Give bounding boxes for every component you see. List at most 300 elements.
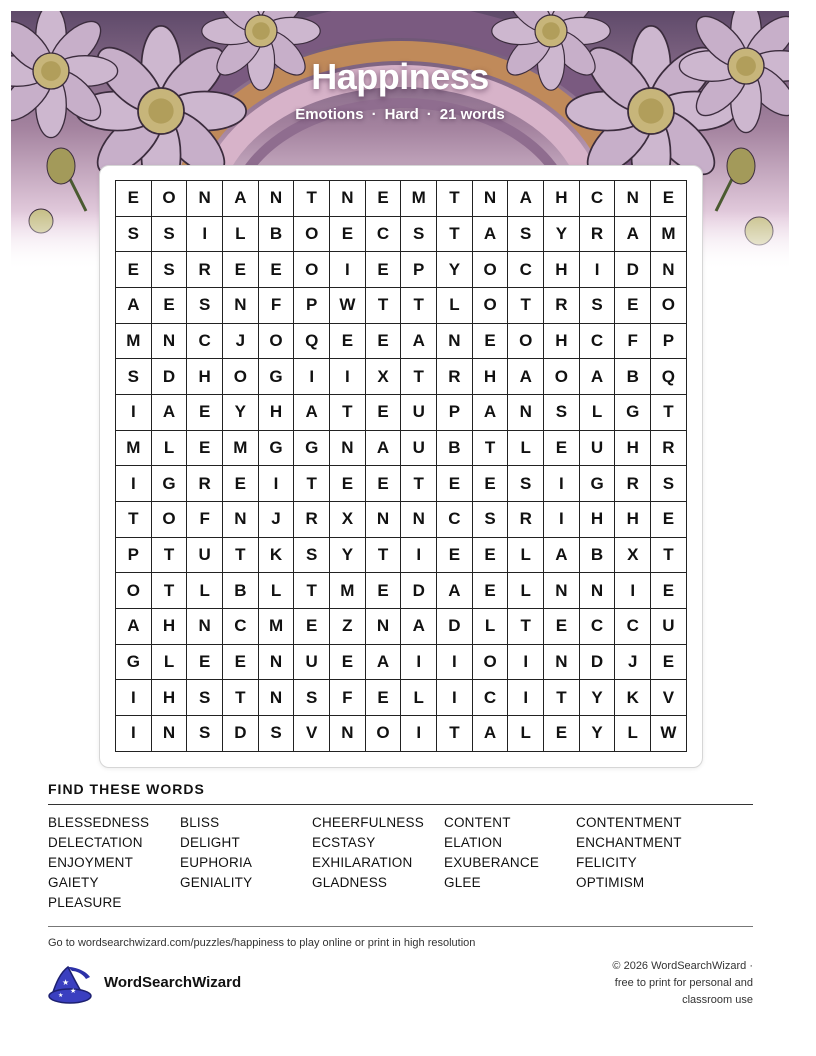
grid-cell[interactable]: I xyxy=(401,645,437,681)
grid-cell[interactable]: O xyxy=(294,217,330,253)
grid-cell[interactable]: L xyxy=(259,573,295,609)
grid-cell[interactable]: H xyxy=(580,502,616,538)
grid-cell[interactable]: E xyxy=(116,181,152,217)
grid-cell[interactable]: T xyxy=(294,573,330,609)
word-list-item: ECSTASY xyxy=(312,835,376,850)
grid-cell[interactable]: G xyxy=(259,359,295,395)
grid-cell[interactable]: I xyxy=(116,716,152,752)
grid-cell[interactable]: E xyxy=(116,252,152,288)
grid-cell[interactable]: N xyxy=(651,252,687,288)
grid-cell[interactable]: L xyxy=(508,538,544,574)
grid-cell[interactable]: E xyxy=(437,466,473,502)
grid-cell[interactable]: S xyxy=(473,502,509,538)
grid-cell[interactable]: C xyxy=(615,609,651,645)
grid-cell[interactable]: S xyxy=(187,288,223,324)
puzzle-difficulty: Hard xyxy=(384,106,419,123)
grid-cell[interactable]: S xyxy=(580,288,616,324)
grid-cell[interactable]: M xyxy=(330,573,366,609)
divider xyxy=(48,926,753,927)
word-list-item: CONTENTMENT xyxy=(576,815,682,830)
grid-cell[interactable]: T xyxy=(508,609,544,645)
grid-cell[interactable]: S xyxy=(508,466,544,502)
puzzle-category: Emotions xyxy=(295,106,364,123)
grid-cell[interactable]: E xyxy=(366,324,402,360)
grid-cell[interactable]: N xyxy=(259,181,295,217)
grid-cell[interactable]: R xyxy=(651,431,687,467)
grid-cell[interactable]: L xyxy=(508,573,544,609)
grid-cell[interactable]: U xyxy=(187,538,223,574)
grid-cell[interactable]: Q xyxy=(651,359,687,395)
grid-cell[interactable]: T xyxy=(473,431,509,467)
grid-cell[interactable]: V xyxy=(651,680,687,716)
grid-cell[interactable]: N xyxy=(580,573,616,609)
grid-cell[interactable]: E xyxy=(615,288,651,324)
grid-cell[interactable]: T xyxy=(401,466,437,502)
grid-cell[interactable]: O xyxy=(366,716,402,752)
grid-cell[interactable]: E xyxy=(473,324,509,360)
grid-cell[interactable]: I xyxy=(330,359,366,395)
grid-cell[interactable]: M xyxy=(223,431,259,467)
grid-cell[interactable]: E xyxy=(223,252,259,288)
grid-cell[interactable]: H xyxy=(152,680,188,716)
brand-name: WordSearchWizard xyxy=(104,974,242,991)
grid-cell[interactable]: E xyxy=(187,395,223,431)
grid-cell[interactable]: A xyxy=(401,609,437,645)
svg-text:★: ★ xyxy=(70,987,77,995)
grid-cell[interactable]: N xyxy=(366,502,402,538)
grid-cell[interactable]: L xyxy=(152,645,188,681)
grid-cell[interactable]: S xyxy=(259,716,295,752)
grid-cell[interactable]: H xyxy=(544,181,580,217)
grid-cell[interactable]: K xyxy=(615,680,651,716)
grid-cell[interactable]: N xyxy=(223,288,259,324)
grid-cell[interactable]: T xyxy=(294,466,330,502)
grid-cell[interactable]: I xyxy=(116,680,152,716)
grid-cell[interactable]: L xyxy=(580,395,616,431)
grid-cell[interactable]: T xyxy=(223,680,259,716)
grid-cell[interactable]: A xyxy=(366,645,402,681)
grid-cell[interactable]: S xyxy=(401,217,437,253)
grid-cell[interactable]: L xyxy=(508,716,544,752)
grid-cell[interactable]: N xyxy=(223,502,259,538)
grid-cell[interactable]: N xyxy=(615,181,651,217)
grid-cell[interactable]: A xyxy=(544,538,580,574)
grid-cell[interactable]: C xyxy=(473,680,509,716)
grid-cell[interactable]: E xyxy=(223,645,259,681)
grid-cell[interactable]: B xyxy=(615,359,651,395)
grid-cell[interactable]: H xyxy=(473,359,509,395)
grid-cell[interactable]: O xyxy=(116,573,152,609)
grid-cell[interactable]: L xyxy=(187,573,223,609)
grid-cell[interactable]: F xyxy=(259,288,295,324)
grid-cell[interactable]: L xyxy=(223,217,259,253)
grid-cell[interactable]: O xyxy=(508,324,544,360)
grid-cell[interactable]: T xyxy=(544,680,580,716)
grid-cell[interactable]: H xyxy=(615,431,651,467)
word-list-item: GAIETY xyxy=(48,875,99,890)
grid-cell[interactable]: B xyxy=(259,217,295,253)
grid-cell[interactable]: N xyxy=(401,502,437,538)
grid-cell[interactable]: E xyxy=(366,573,402,609)
grid-cell[interactable]: I xyxy=(508,645,544,681)
grid-cell[interactable]: U xyxy=(580,431,616,467)
grid-cell[interactable]: Y xyxy=(580,680,616,716)
grid-cell[interactable]: R xyxy=(437,359,473,395)
grid-cell[interactable]: T xyxy=(366,538,402,574)
grid-cell[interactable]: M xyxy=(116,431,152,467)
grid-cell[interactable]: D xyxy=(152,359,188,395)
grid-cell[interactable]: W xyxy=(330,288,366,324)
grid-cell[interactable]: C xyxy=(580,324,616,360)
grid-cell[interactable]: U xyxy=(401,431,437,467)
grid-cell[interactable]: T xyxy=(223,538,259,574)
grid-cell[interactable]: F xyxy=(330,680,366,716)
grid-cell[interactable]: D xyxy=(580,645,616,681)
grid-cell[interactable]: E xyxy=(187,645,223,681)
grid-cell[interactable]: O xyxy=(152,181,188,217)
letter-grid xyxy=(115,180,687,752)
grid-cell[interactable]: I xyxy=(187,217,223,253)
grid-cell[interactable]: H xyxy=(544,252,580,288)
grid-cell[interactable]: S xyxy=(152,217,188,253)
grid-cell[interactable]: I xyxy=(544,502,580,538)
grid-cell[interactable]: O xyxy=(651,288,687,324)
grid-cell[interactable]: C xyxy=(223,609,259,645)
grid-cell[interactable]: B xyxy=(437,431,473,467)
grid-cell[interactable]: B xyxy=(223,573,259,609)
grid-cell[interactable]: T xyxy=(437,217,473,253)
grid-cell[interactable]: C xyxy=(580,181,616,217)
footer-url-text: Go to wordsearchwizard.com/puzzles/happiness to play online or print in high resolution xyxy=(48,937,476,949)
grid-cell[interactable]: E xyxy=(437,538,473,574)
grid-cell[interactable]: T xyxy=(366,288,402,324)
grid-cell[interactable]: S xyxy=(508,217,544,253)
grid-cell[interactable]: U xyxy=(294,645,330,681)
grid-cell[interactable]: A xyxy=(116,609,152,645)
grid-cell[interactable]: N xyxy=(544,573,580,609)
grid-cell[interactable]: R xyxy=(294,502,330,538)
grid-cell[interactable]: A xyxy=(473,716,509,752)
grid-cell[interactable]: I xyxy=(615,573,651,609)
grid-cell[interactable]: I xyxy=(508,680,544,716)
grid-cell[interactable]: E xyxy=(366,395,402,431)
grid-cell[interactable]: I xyxy=(437,645,473,681)
grid-cell[interactable]: T xyxy=(401,288,437,324)
grid-cell[interactable]: P xyxy=(116,538,152,574)
grid-cell[interactable]: C xyxy=(508,252,544,288)
grid-cell[interactable]: E xyxy=(366,466,402,502)
grid-cell[interactable]: C xyxy=(187,324,223,360)
grid-cell[interactable]: J xyxy=(615,645,651,681)
grid-cell[interactable]: Y xyxy=(580,716,616,752)
meta-separator: · xyxy=(426,106,432,123)
word-list-item: CONTENT xyxy=(444,815,511,830)
copyright-line: classroom use xyxy=(682,994,753,1006)
grid-cell[interactable]: X xyxy=(615,538,651,574)
grid-cell[interactable]: W xyxy=(651,716,687,752)
grid-cell[interactable]: S xyxy=(544,395,580,431)
grid-cell[interactable]: N xyxy=(259,645,295,681)
grid-cell[interactable]: Z xyxy=(330,609,366,645)
grid-cell[interactable]: D xyxy=(223,716,259,752)
grid-cell[interactable]: O xyxy=(544,359,580,395)
grid-cell[interactable]: O xyxy=(473,252,509,288)
puzzle-meta xyxy=(0,106,800,123)
grid-cell[interactable]: T xyxy=(152,573,188,609)
grid-cell[interactable]: A xyxy=(580,359,616,395)
grid-cell[interactable]: A xyxy=(152,395,188,431)
grid-cell[interactable]: O xyxy=(152,502,188,538)
word-list-item: FELICITY xyxy=(576,855,637,870)
grid-cell[interactable]: P xyxy=(294,288,330,324)
grid-cell[interactable]: T xyxy=(437,716,473,752)
grid-cell[interactable]: J xyxy=(259,502,295,538)
word-list-item: ENCHANTMENT xyxy=(576,835,682,850)
grid-cell[interactable]: S xyxy=(294,680,330,716)
grid-cell[interactable]: M xyxy=(259,609,295,645)
grid-cell[interactable]: N xyxy=(330,181,366,217)
word-list-item: GENIALITY xyxy=(180,875,253,890)
grid-cell[interactable]: S xyxy=(152,252,188,288)
word-list-item: CHEERFULNESS xyxy=(312,815,424,830)
puzzle-header xyxy=(0,56,800,123)
grid-cell[interactable]: P xyxy=(401,252,437,288)
word-list-item: EUPHORIA xyxy=(180,855,253,870)
grid-cell[interactable]: N xyxy=(152,716,188,752)
grid-cell[interactable]: S xyxy=(294,538,330,574)
word-list-item: DELIGHT xyxy=(180,835,240,850)
grid-cell[interactable]: S xyxy=(651,466,687,502)
grid-cell[interactable]: S xyxy=(187,680,223,716)
grid-cell[interactable]: A xyxy=(473,217,509,253)
grid-cell[interactable]: E xyxy=(473,466,509,502)
grid-cell[interactable]: X xyxy=(366,359,402,395)
grid-cell[interactable]: L xyxy=(401,680,437,716)
grid-cell[interactable]: N xyxy=(366,609,402,645)
grid-cell[interactable]: E xyxy=(473,538,509,574)
svg-text:★: ★ xyxy=(58,992,64,999)
grid-cell[interactable]: D xyxy=(401,573,437,609)
grid-cell[interactable]: H xyxy=(187,359,223,395)
word-list xyxy=(48,813,768,913)
grid-cell[interactable]: A xyxy=(508,181,544,217)
grid-cell[interactable]: G xyxy=(615,395,651,431)
grid-cell[interactable]: G xyxy=(116,645,152,681)
grid-cell[interactable]: E xyxy=(651,502,687,538)
grid-cell[interactable]: I xyxy=(294,359,330,395)
grid-cell[interactable]: O xyxy=(294,252,330,288)
word-list-item: OPTIMISM xyxy=(576,875,645,890)
grid-cell[interactable]: E xyxy=(294,609,330,645)
word-list-item: DELECTATION xyxy=(48,835,143,850)
grid-cell[interactable]: N xyxy=(544,645,580,681)
grid-cell[interactable]: Y xyxy=(437,252,473,288)
grid-cell[interactable]: F xyxy=(615,324,651,360)
grid-cell[interactable]: E xyxy=(544,716,580,752)
grid-cell[interactable]: N xyxy=(437,324,473,360)
grid-cell[interactable]: E xyxy=(330,645,366,681)
grid-cell[interactable]: N xyxy=(473,181,509,217)
grid-cell[interactable]: P xyxy=(437,395,473,431)
grid-cell[interactable]: A xyxy=(615,217,651,253)
grid-cell[interactable]: I xyxy=(401,716,437,752)
grid-cell[interactable]: B xyxy=(580,538,616,574)
grid-cell[interactable]: E xyxy=(152,288,188,324)
grid-cell[interactable]: H xyxy=(615,502,651,538)
grid-cell[interactable]: A xyxy=(473,395,509,431)
grid-cell[interactable]: O xyxy=(473,288,509,324)
grid-cell[interactable]: A xyxy=(366,431,402,467)
grid-cell[interactable]: M xyxy=(401,181,437,217)
grid-cell[interactable]: E xyxy=(330,217,366,253)
grid-cell[interactable]: D xyxy=(437,609,473,645)
grid-cell[interactable]: C xyxy=(437,502,473,538)
grid-cell[interactable]: E xyxy=(187,431,223,467)
word-list-item: PLEASURE xyxy=(48,895,122,910)
grid-cell[interactable]: X xyxy=(330,502,366,538)
grid-cell[interactable]: G xyxy=(294,431,330,467)
grid-cell[interactable]: V xyxy=(294,716,330,752)
grid-cell[interactable]: E xyxy=(473,573,509,609)
grid-cell[interactable]: T xyxy=(651,538,687,574)
grid-cell[interactable]: H xyxy=(259,395,295,431)
grid-cell[interactable]: M xyxy=(116,324,152,360)
word-list-item: BLISS xyxy=(180,815,220,830)
grid-cell[interactable]: T xyxy=(152,538,188,574)
grid-cell[interactable]: R xyxy=(187,252,223,288)
grid-cell[interactable]: A xyxy=(401,324,437,360)
grid-cell[interactable]: N xyxy=(330,716,366,752)
grid-cell[interactable]: H xyxy=(152,609,188,645)
copyright-line: © 2026 WordSearchWizard · xyxy=(612,960,753,972)
grid-cell[interactable]: A xyxy=(116,288,152,324)
grid-cell[interactable]: C xyxy=(580,609,616,645)
grid-cell[interactable]: K xyxy=(259,538,295,574)
grid-cell[interactable]: T xyxy=(294,181,330,217)
grid-cell[interactable]: I xyxy=(437,680,473,716)
grid-cell[interactable]: F xyxy=(187,502,223,538)
grid-cell[interactable]: E xyxy=(651,645,687,681)
word-list-item: BLESSEDNESS xyxy=(48,815,150,830)
grid-cell[interactable]: G xyxy=(580,466,616,502)
grid-cell[interactable]: O xyxy=(473,645,509,681)
word-list-item: ENJOYMENT xyxy=(48,855,134,870)
grid-cell[interactable]: N xyxy=(330,431,366,467)
grid-cell[interactable]: E xyxy=(366,252,402,288)
grid-cell[interactable]: I xyxy=(116,395,152,431)
grid-cell[interactable]: N xyxy=(152,324,188,360)
grid-cell[interactable]: Q xyxy=(294,324,330,360)
word-list-item: GLADNESS xyxy=(312,875,388,890)
grid-cell[interactable]: P xyxy=(651,324,687,360)
grid-cell[interactable]: I xyxy=(330,252,366,288)
grid-cell[interactable]: Y xyxy=(330,538,366,574)
puzzle-title: Happiness xyxy=(311,56,489,97)
grid-cell[interactable]: T xyxy=(116,502,152,538)
grid-cell[interactable]: I xyxy=(116,466,152,502)
grid-cell[interactable]: N xyxy=(187,181,223,217)
grid-cell[interactable]: I xyxy=(544,466,580,502)
grid-cell[interactable]: A xyxy=(508,359,544,395)
copyright-line: free to print for personal and xyxy=(614,977,753,989)
grid-cell[interactable]: L xyxy=(152,431,188,467)
grid-cell[interactable]: N xyxy=(259,680,295,716)
puzzle-word-count: 21 words xyxy=(439,106,505,123)
grid-cell[interactable]: U xyxy=(651,609,687,645)
divider xyxy=(48,804,753,805)
grid-cell[interactable]: E xyxy=(330,324,366,360)
grid-cell[interactable]: U xyxy=(401,395,437,431)
grid-cell[interactable]: E xyxy=(366,181,402,217)
grid-cell[interactable]: Y xyxy=(544,217,580,253)
grid-cell[interactable]: R xyxy=(187,466,223,502)
grid-cell[interactable]: I xyxy=(580,252,616,288)
grid-cell[interactable]: A xyxy=(437,573,473,609)
grid-cell[interactable]: S xyxy=(116,359,152,395)
grid-cell[interactable]: I xyxy=(401,538,437,574)
word-list-item: GLEE xyxy=(444,875,481,890)
grid-cell[interactable]: G xyxy=(259,431,295,467)
grid-cell[interactable]: R xyxy=(508,502,544,538)
grid-cell[interactable]: N xyxy=(187,609,223,645)
grid-cell[interactable]: A xyxy=(294,395,330,431)
grid-cell[interactable]: E xyxy=(330,466,366,502)
grid-cell[interactable]: C xyxy=(366,217,402,253)
grid-cell[interactable]: T xyxy=(508,288,544,324)
grid-cell[interactable]: I xyxy=(259,466,295,502)
grid-cell[interactable]: S xyxy=(116,217,152,253)
grid-cell[interactable]: M xyxy=(651,217,687,253)
wizard-hat-icon xyxy=(46,963,94,1005)
grid-cell[interactable]: L xyxy=(437,288,473,324)
grid-cell[interactable]: E xyxy=(544,431,580,467)
grid-cell[interactable]: T xyxy=(651,395,687,431)
grid-cell[interactable]: E xyxy=(651,181,687,217)
meta-separator: · xyxy=(371,106,377,123)
grid-cell[interactable]: H xyxy=(544,324,580,360)
word-list-item: ELATION xyxy=(444,835,503,850)
word-list-title: FIND THESE WORDS xyxy=(48,781,205,797)
grid-cell[interactable]: L xyxy=(473,609,509,645)
grid-cell[interactable]: E xyxy=(223,466,259,502)
grid-cell[interactable]: L xyxy=(615,716,651,752)
word-list-item: EXUBERANCE xyxy=(444,855,540,870)
grid-cell[interactable]: D xyxy=(615,252,651,288)
grid-cell[interactable]: A xyxy=(223,181,259,217)
grid-cell[interactable]: T xyxy=(330,395,366,431)
grid-cell[interactable]: Y xyxy=(223,395,259,431)
grid-cell[interactable]: L xyxy=(508,431,544,467)
grid-cell[interactable]: R xyxy=(544,288,580,324)
copyright-notice xyxy=(553,958,753,1009)
grid-cell[interactable]: S xyxy=(187,716,223,752)
word-list-item: EXHILARATION xyxy=(312,855,413,870)
grid-cell[interactable]: E xyxy=(651,573,687,609)
grid-cell[interactable]: O xyxy=(259,324,295,360)
grid-cell[interactable]: R xyxy=(580,217,616,253)
svg-text:★: ★ xyxy=(62,978,70,987)
grid-cell[interactable]: N xyxy=(508,395,544,431)
grid-cell[interactable]: T xyxy=(437,181,473,217)
grid-cell[interactable]: R xyxy=(615,466,651,502)
grid-cell[interactable]: J xyxy=(223,324,259,360)
grid-cell[interactable]: O xyxy=(223,359,259,395)
grid-cell[interactable]: E xyxy=(544,609,580,645)
grid-cell[interactable]: E xyxy=(259,252,295,288)
grid-cell[interactable]: T xyxy=(401,359,437,395)
grid-cell[interactable]: E xyxy=(366,680,402,716)
grid-cell[interactable]: G xyxy=(152,466,188,502)
